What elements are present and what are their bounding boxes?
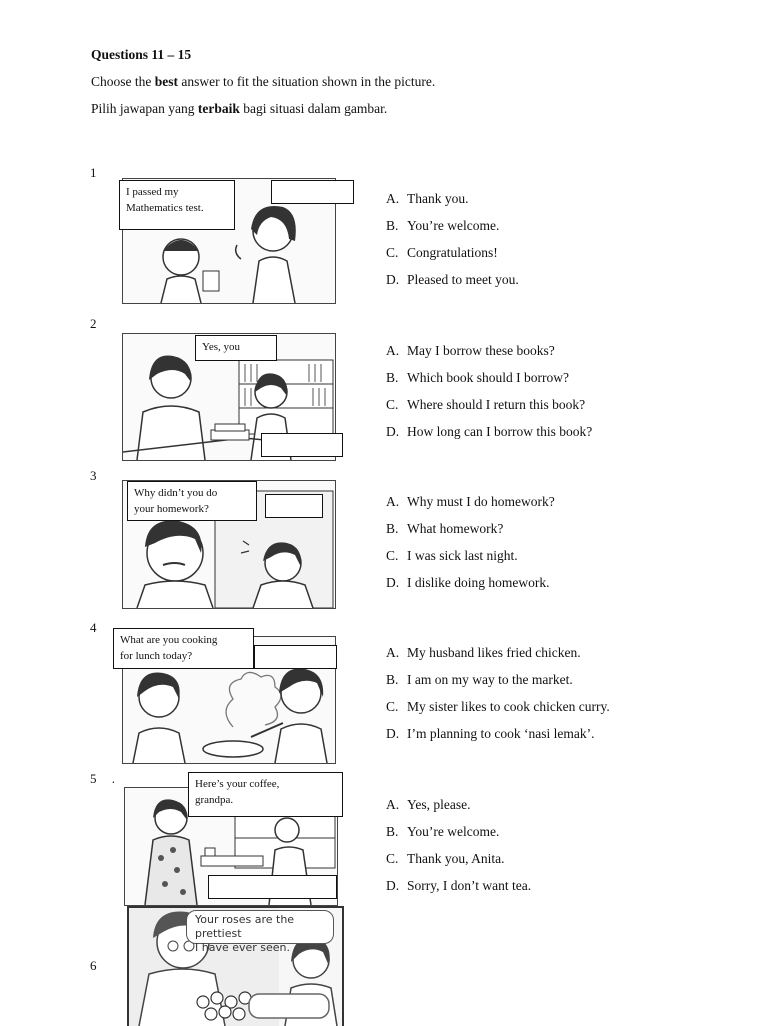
option-letter: C. bbox=[386, 245, 399, 260]
bubble-line: Yes, you bbox=[202, 341, 241, 353]
option-letter: B. bbox=[386, 521, 399, 536]
question-number: 4 bbox=[90, 620, 97, 635]
option-letter: A. bbox=[386, 343, 400, 358]
option-letter: A. bbox=[386, 645, 400, 660]
speech-bubble bbox=[195, 335, 277, 361]
option-text: I am on my way to the market. bbox=[407, 672, 573, 687]
option-a[interactable] bbox=[386, 343, 592, 370]
option-text: How long can I borrow this book? bbox=[407, 424, 593, 439]
speech-bubble bbox=[113, 628, 254, 669]
bubble-line: Why didn’t you do bbox=[134, 487, 218, 499]
instruction-english: Choose the best answer to fit the situation shown in the picture. bbox=[91, 74, 436, 89]
bubble-line: Here’s your coffee, bbox=[195, 778, 280, 790]
option-text: I was sick last night. bbox=[407, 548, 518, 563]
option-letter: D. bbox=[386, 575, 400, 590]
option-letter: A. bbox=[386, 797, 400, 812]
answer-blank-box bbox=[208, 875, 337, 899]
option-text: Why must I do homework? bbox=[407, 494, 555, 509]
bubble-line: grandpa. bbox=[195, 794, 234, 806]
question-number: 2 bbox=[90, 316, 97, 331]
section-title: Questions 11 – 15 bbox=[91, 47, 192, 62]
option-text: What homework? bbox=[407, 521, 504, 536]
question-number bbox=[90, 771, 115, 787]
option-text: Where should I return this book? bbox=[407, 397, 586, 412]
option-d[interactable] bbox=[386, 878, 531, 905]
option-b[interactable] bbox=[386, 370, 592, 397]
speech-bubble bbox=[186, 910, 334, 954]
bubble-line: I have ever seen. bbox=[195, 941, 291, 954]
option-text: May I borrow these books? bbox=[407, 343, 555, 358]
question-number-text: 5 bbox=[90, 771, 97, 786]
option-text: Sorry, I don’t want tea. bbox=[407, 878, 532, 893]
question-number: 1 bbox=[90, 165, 97, 180]
option-letter: D. bbox=[386, 878, 400, 893]
bubble-line: Your roses are the prettiest bbox=[195, 913, 295, 940]
speech-bubble bbox=[188, 772, 343, 817]
question-number: 6 bbox=[90, 958, 97, 973]
option-letter: C. bbox=[386, 699, 399, 714]
option-text: You’re welcome. bbox=[407, 824, 500, 839]
option-c[interactable] bbox=[386, 397, 592, 424]
option-text: My sister likes to cook chicken curry. bbox=[407, 699, 610, 714]
question-3-options bbox=[386, 494, 555, 602]
bubble-line: I passed my bbox=[126, 186, 179, 198]
bubble-line: your homework? bbox=[134, 503, 209, 515]
question-2-options bbox=[386, 343, 592, 451]
option-letter: D. bbox=[386, 424, 400, 439]
option-c[interactable] bbox=[386, 851, 531, 878]
option-letter: C. bbox=[386, 397, 399, 412]
option-d[interactable] bbox=[386, 424, 592, 451]
bubble-line: for lunch today? bbox=[120, 650, 193, 662]
option-text: I dislike doing homework. bbox=[407, 575, 550, 590]
option-letter: A. bbox=[386, 494, 400, 509]
answer-blank-box bbox=[254, 645, 337, 669]
option-text: Thank you, Anita. bbox=[407, 851, 505, 866]
question-5-options bbox=[386, 797, 531, 905]
option-letter: C. bbox=[386, 548, 399, 563]
option-text: Thank you. bbox=[407, 191, 469, 206]
option-text: Congratulations! bbox=[407, 245, 498, 260]
speech-bubble bbox=[119, 180, 235, 230]
bubble-line: What are you cooking bbox=[120, 634, 218, 646]
question-4-options bbox=[386, 645, 610, 753]
question-dot: . bbox=[111, 771, 115, 786]
option-letter: D. bbox=[386, 726, 400, 741]
option-text: You’re welcome. bbox=[407, 218, 500, 233]
option-b[interactable] bbox=[386, 824, 531, 851]
option-letter: D. bbox=[386, 272, 400, 287]
option-text: Which book should I borrow? bbox=[407, 370, 569, 385]
option-c[interactable] bbox=[386, 245, 519, 272]
option-letter: B. bbox=[386, 370, 399, 385]
option-a[interactable] bbox=[386, 645, 610, 672]
option-text: Yes, please. bbox=[407, 797, 471, 812]
option-letter: C. bbox=[386, 851, 399, 866]
option-letter: B. bbox=[386, 824, 399, 839]
question-1-options bbox=[386, 191, 519, 299]
option-letter: A. bbox=[386, 191, 400, 206]
option-letter: B. bbox=[386, 672, 399, 687]
answer-blank-box bbox=[261, 433, 343, 457]
option-b[interactable] bbox=[386, 218, 519, 245]
option-b[interactable] bbox=[386, 521, 555, 548]
answer-blank-box bbox=[271, 180, 354, 204]
bubble-line: Mathematics test. bbox=[126, 202, 204, 214]
option-text: Pleased to meet you. bbox=[407, 272, 519, 287]
option-a[interactable] bbox=[386, 494, 555, 521]
question-number: 3 bbox=[90, 468, 97, 483]
option-text: I’m planning to cook ‘nasi lemak’. bbox=[407, 726, 595, 741]
option-b[interactable] bbox=[386, 672, 610, 699]
option-a[interactable] bbox=[386, 191, 519, 218]
option-letter: B. bbox=[386, 218, 399, 233]
answer-blank-box bbox=[265, 494, 323, 518]
option-d[interactable] bbox=[386, 726, 610, 753]
option-c[interactable] bbox=[386, 548, 555, 575]
option-d[interactable] bbox=[386, 575, 555, 602]
instruction-malay: Pilih jawapan yang terbaik bagi situasi dalam gambar. bbox=[91, 101, 388, 116]
option-a[interactable] bbox=[386, 797, 531, 824]
option-c[interactable] bbox=[386, 699, 610, 726]
option-d[interactable] bbox=[386, 272, 519, 299]
option-text: My husband likes fried chicken. bbox=[407, 645, 581, 660]
speech-bubble bbox=[127, 481, 257, 521]
